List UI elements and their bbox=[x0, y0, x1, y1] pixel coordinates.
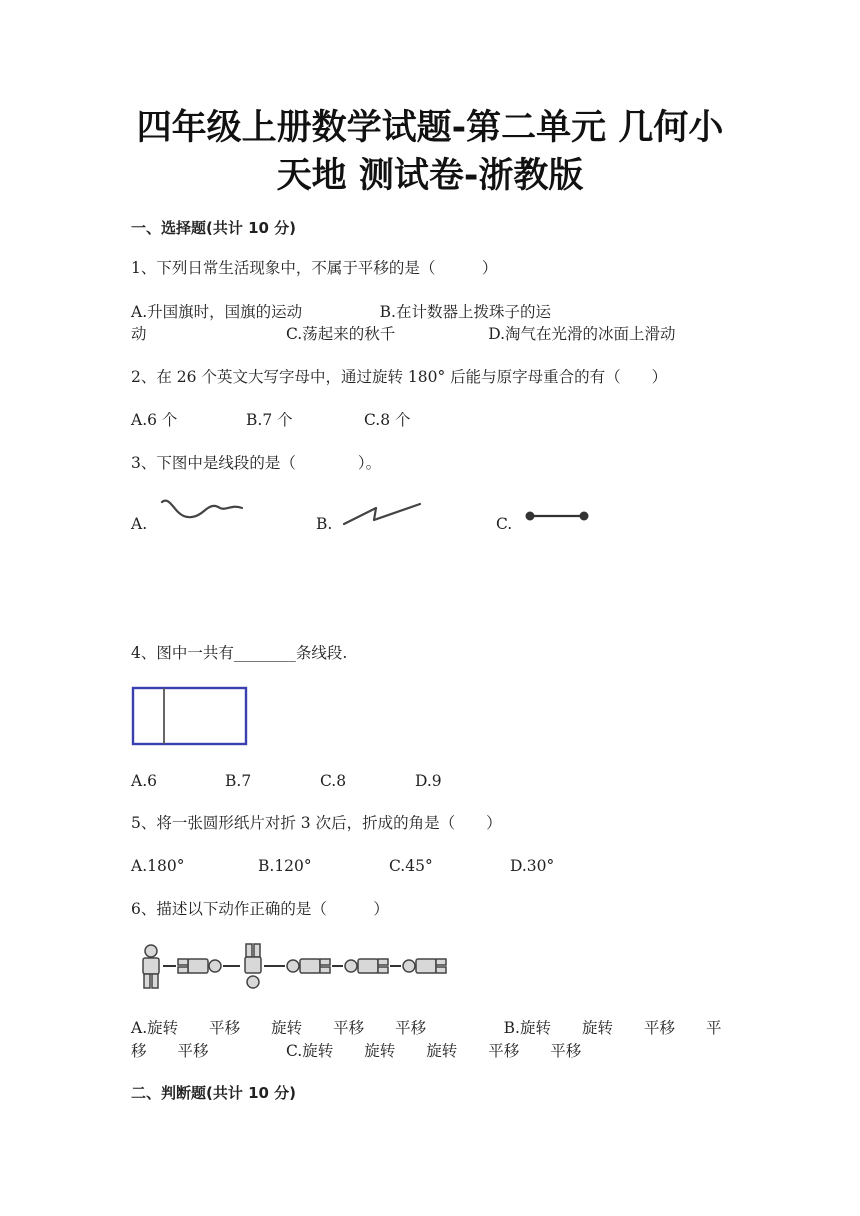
section-heading-choice: 一、选择题(共计 10 分) bbox=[131, 219, 297, 237]
question-2-option-a: A.6 个 bbox=[131, 411, 178, 429]
question-3-label-a: A. bbox=[131, 515, 148, 533]
question-2-stem: 2、在 26 个英文大写字母中，通过旋转 180° 后能与原字母重合的有（ ） bbox=[131, 368, 668, 386]
question-3-label-c: C. bbox=[496, 515, 513, 533]
question-5-option-b: B.120° bbox=[258, 857, 312, 875]
question-3-stem: 3、下图中是线段的是（ ）。 bbox=[131, 454, 382, 472]
question-5-stem: 5、将一张圆形纸片对折 3 次后，折成的角是（ ） bbox=[131, 814, 502, 832]
question-6-options-line1: A.旋转 平移 旋转 平移 平移 B.旋转 旋转 平移 平 bbox=[131, 1019, 722, 1037]
question-6-options-line2: 移 平移 C.旋转 旋转 旋转 平移 平移 bbox=[131, 1042, 582, 1060]
question-5-option-d: D.30° bbox=[510, 857, 555, 875]
question-6-stem: 6、描述以下动作正确的是（ ） bbox=[131, 900, 389, 918]
question-5-option-a: A.180° bbox=[131, 857, 185, 875]
page-title-line1: 四年级上册数学试题-第二单元 几何小 bbox=[136, 108, 724, 148]
question-2-option-b: B.7 个 bbox=[246, 411, 293, 429]
question-1-options-line2: 动 C.荡起来的秋千 D.淘气在光滑的冰面上滑动 bbox=[131, 325, 676, 343]
zigzag-line-figure bbox=[340, 500, 426, 528]
question-4-option-b: B.7 bbox=[225, 772, 252, 790]
question-4-option-c: C.8 bbox=[320, 772, 347, 790]
line-segment-figure bbox=[522, 506, 592, 526]
question-2-option-c: C.8 个 bbox=[364, 411, 411, 429]
question-1-options-line1: A.升国旗时，国旗的运动 B.在计数器上拨珠子的运 bbox=[131, 303, 551, 321]
question-4-option-d: D.9 bbox=[415, 772, 442, 790]
question-5-option-c: C.45° bbox=[389, 857, 433, 875]
question-1-stem: 1、下列日常生活现象中，不属于平移的是（ ） bbox=[131, 259, 498, 277]
section-heading-judgement: 二、判断题(共计 10 分) bbox=[131, 1084, 297, 1102]
question-4-option-a: A.6 bbox=[131, 772, 157, 790]
page-title-line2: 天地 测试卷-浙教版 bbox=[276, 156, 584, 196]
question-3-label-b: B. bbox=[316, 515, 333, 533]
divided-rectangle-figure bbox=[131, 686, 249, 746]
curved-line-figure bbox=[158, 496, 248, 524]
figure-motion-sequence bbox=[136, 942, 448, 994]
question-4-stem: 4、图中一共有________条线段. bbox=[131, 644, 348, 662]
